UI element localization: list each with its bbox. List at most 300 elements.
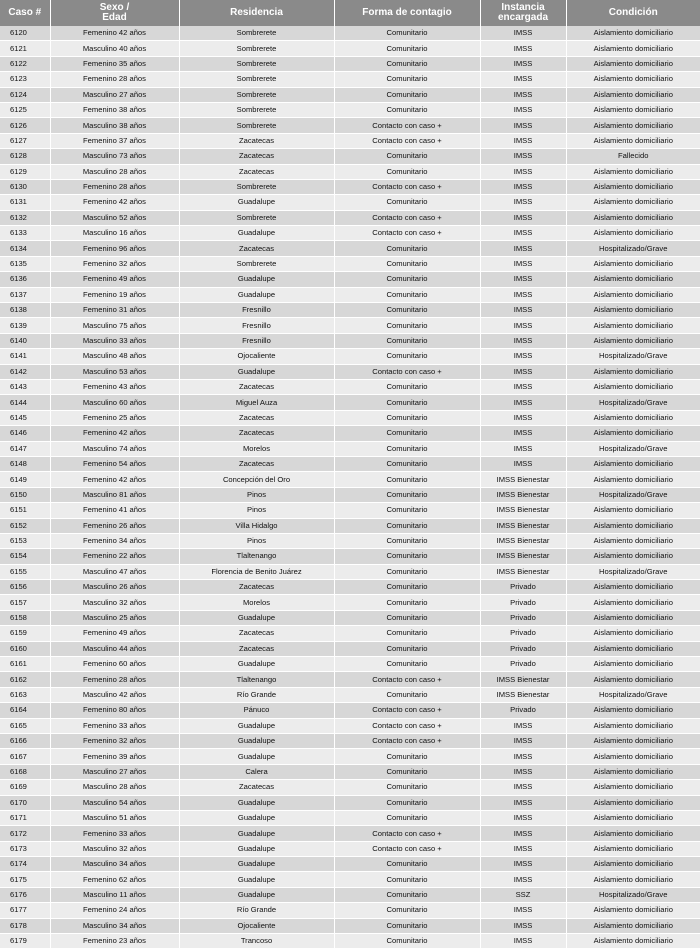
residence-cell: Fresnillo (179, 303, 334, 318)
sex-age-cell: Masculino 54 años (50, 795, 179, 810)
condition-cell: Aislamiento domiciliario (566, 72, 700, 87)
contagion-mode-cell: Contacto con caso + (334, 841, 480, 856)
institution-cell: SSZ (480, 887, 566, 902)
case-number-cell: 6129 (0, 164, 50, 179)
condition-cell: Aislamiento domiciliario (566, 410, 700, 425)
contagion-mode-cell: Comunitario (334, 456, 480, 471)
case-number-cell: 6153 (0, 533, 50, 548)
case-number-cell: 6172 (0, 826, 50, 841)
contagion-mode-cell: Comunitario (334, 149, 480, 164)
residence-cell: Sombrerete (179, 41, 334, 56)
residence-cell: Guadalupe (179, 749, 334, 764)
institution-cell: Privado (480, 580, 566, 595)
condition-cell: Aislamiento domiciliario (566, 841, 700, 856)
contagion-mode-cell: Comunitario (334, 549, 480, 564)
institution-cell: IMSS (480, 256, 566, 271)
condition-cell: Hospitalizado/Grave (566, 441, 700, 456)
table-row (0, 333, 700, 348)
residence-cell: Sombrerete (179, 256, 334, 271)
case-number-cell: 6159 (0, 626, 50, 641)
residence-cell: Sombrerete (179, 102, 334, 117)
contagion-mode-cell: Comunitario (334, 410, 480, 425)
condition-cell: Aislamiento domiciliario (566, 595, 700, 610)
residence-cell: Zacatecas (179, 626, 334, 641)
case-number-cell: 6155 (0, 564, 50, 579)
sex-age-cell: Femenino 41 años (50, 503, 179, 518)
institution-cell: IMSS Bienestar (480, 672, 566, 687)
institution-cell: IMSS (480, 303, 566, 318)
case-number-cell: 6168 (0, 764, 50, 779)
case-number-cell: 6142 (0, 364, 50, 379)
table-row (0, 133, 700, 148)
residence-cell: Guadalupe (179, 657, 334, 672)
case-number-cell: 6176 (0, 887, 50, 902)
contagion-mode-cell: Comunitario (334, 641, 480, 656)
institution-cell: IMSS (480, 426, 566, 441)
case-number-cell: 6178 (0, 918, 50, 933)
residence-cell: Ojocaliente (179, 918, 334, 933)
contagion-mode-cell: Contacto con caso + (334, 826, 480, 841)
contagion-mode-cell: Comunitario (334, 102, 480, 117)
table-row (0, 87, 700, 102)
condition-cell: Aislamiento domiciliario (566, 333, 700, 348)
table-row (0, 610, 700, 625)
table-row (0, 210, 700, 225)
residence-cell: Miguel Auza (179, 395, 334, 410)
case-number-cell: 6169 (0, 780, 50, 795)
table-row (0, 518, 700, 533)
condition-cell: Aislamiento domiciliario (566, 472, 700, 487)
case-number-cell: 6127 (0, 133, 50, 148)
condition-cell: Fallecido (566, 149, 700, 164)
condition-cell: Hospitalizado/Grave (566, 349, 700, 364)
sex-age-cell: Masculino 81 años (50, 487, 179, 502)
sex-age-cell: Femenino 43 años (50, 379, 179, 394)
table-row (0, 26, 700, 41)
residence-cell: Zacatecas (179, 241, 334, 256)
case-number-cell: 6154 (0, 549, 50, 564)
sex-age-cell: Femenino 42 años (50, 195, 179, 210)
table-row (0, 379, 700, 394)
sex-age-cell: Masculino 27 años (50, 764, 179, 779)
residence-cell: Guadalupe (179, 887, 334, 902)
condition-cell: Aislamiento domiciliario (566, 533, 700, 548)
sex-age-cell: Masculino 52 años (50, 210, 179, 225)
sex-age-cell: Masculino 60 años (50, 395, 179, 410)
sex-age-cell: Femenino 23 años (50, 934, 179, 949)
residence-cell: Sombrerete (179, 87, 334, 102)
contagion-mode-cell: Comunitario (334, 580, 480, 595)
residence-cell: Guadalupe (179, 272, 334, 287)
residence-cell: Guadalupe (179, 610, 334, 625)
institution-cell: IMSS (480, 226, 566, 241)
contagion-mode-cell: Comunitario (334, 256, 480, 271)
residence-cell: Pinos (179, 533, 334, 548)
condition-cell: Aislamiento domiciliario (566, 272, 700, 287)
condition-cell: Aislamiento domiciliario (566, 210, 700, 225)
residence-cell: Sombrerete (179, 210, 334, 225)
condition-cell: Aislamiento domiciliario (566, 303, 700, 318)
institution-cell: IMSS Bienestar (480, 687, 566, 702)
condition-cell: Aislamiento domiciliario (566, 256, 700, 271)
contagion-mode-cell: Comunitario (334, 333, 480, 348)
contagion-mode-cell: Comunitario (334, 272, 480, 287)
condition-cell: Aislamiento domiciliario (566, 903, 700, 918)
institution-cell: IMSS (480, 241, 566, 256)
condition-cell: Aislamiento domiciliario (566, 26, 700, 41)
sex-age-cell: Masculino 74 años (50, 441, 179, 456)
condition-cell: Aislamiento domiciliario (566, 118, 700, 133)
case-number-cell: 6120 (0, 26, 50, 41)
case-number-cell: 6131 (0, 195, 50, 210)
table-row (0, 256, 700, 271)
condition-cell: Hospitalizado/Grave (566, 687, 700, 702)
residence-cell: Fresnillo (179, 333, 334, 348)
contagion-mode-cell: Comunitario (334, 41, 480, 56)
case-number-cell: 6175 (0, 872, 50, 887)
table-header-row (0, 0, 700, 26)
sex-age-cell: Femenino 33 años (50, 718, 179, 733)
institution-cell: IMSS (480, 41, 566, 56)
contagion-mode-cell: Comunitario (334, 72, 480, 87)
condition-cell: Aislamiento domiciliario (566, 580, 700, 595)
institution-cell: IMSS (480, 857, 566, 872)
residence-cell: Guadalupe (179, 810, 334, 825)
contagion-mode-cell: Comunitario (334, 903, 480, 918)
residence-cell: Guadalupe (179, 287, 334, 302)
table-row (0, 749, 700, 764)
condition-cell: Aislamiento domiciliario (566, 56, 700, 71)
institution-cell: IMSS (480, 149, 566, 164)
residence-cell: Zacatecas (179, 456, 334, 471)
case-number-cell: 6138 (0, 303, 50, 318)
table-row (0, 303, 700, 318)
table-body (0, 26, 700, 949)
table-row (0, 318, 700, 333)
contagion-mode-cell: Comunitario (334, 426, 480, 441)
case-number-cell: 6146 (0, 426, 50, 441)
table-row (0, 41, 700, 56)
residence-cell: Guadalupe (179, 857, 334, 872)
case-number-cell: 6125 (0, 102, 50, 117)
contagion-mode-cell: Comunitario (334, 318, 480, 333)
sex-age-cell: Femenino 54 años (50, 456, 179, 471)
contagion-mode-cell: Comunitario (334, 87, 480, 102)
sex-age-cell: Masculino 26 años (50, 580, 179, 595)
institution-cell: IMSS (480, 903, 566, 918)
case-number-cell: 6145 (0, 410, 50, 425)
table-row (0, 657, 700, 672)
residence-cell: Zacatecas (179, 580, 334, 595)
condition-cell: Aislamiento domiciliario (566, 918, 700, 933)
institution-cell: IMSS Bienestar (480, 549, 566, 564)
residence-cell: Río Grande (179, 687, 334, 702)
condition-cell: Aislamiento domiciliario (566, 426, 700, 441)
sex-age-cell: Masculino 40 años (50, 41, 179, 56)
residence-cell: Tlaltenango (179, 672, 334, 687)
table-row (0, 564, 700, 579)
contagion-mode-cell: Comunitario (334, 195, 480, 210)
case-number-cell: 6179 (0, 934, 50, 949)
residence-cell: Río Grande (179, 903, 334, 918)
case-number-cell: 6143 (0, 379, 50, 394)
case-number-cell: 6121 (0, 41, 50, 56)
institution-cell: IMSS (480, 764, 566, 779)
institution-cell: IMSS (480, 133, 566, 148)
sex-age-cell: Masculino 28 años (50, 164, 179, 179)
condition-cell: Aislamiento domiciliario (566, 379, 700, 394)
residence-cell: Sombrerete (179, 56, 334, 71)
condition-cell: Aislamiento domiciliario (566, 102, 700, 117)
sex-age-cell: Femenino 62 años (50, 872, 179, 887)
residence-cell: Florencia de Benito Juárez (179, 564, 334, 579)
header-contagion-mode: Forma de contagio (334, 0, 480, 26)
institution-cell: IMSS Bienestar (480, 564, 566, 579)
institution-cell: Privado (480, 595, 566, 610)
contagion-mode-cell: Contacto con caso + (334, 210, 480, 225)
table-row (0, 549, 700, 564)
sex-age-cell: Femenino 28 años (50, 179, 179, 194)
sex-age-cell: Masculino 51 años (50, 810, 179, 825)
sex-age-cell: Masculino 27 años (50, 87, 179, 102)
table-row (0, 580, 700, 595)
sex-age-cell: Femenino 28 años (50, 672, 179, 687)
table-row (0, 395, 700, 410)
condition-cell: Aislamiento domiciliario (566, 703, 700, 718)
table-row (0, 872, 700, 887)
institution-cell: IMSS (480, 179, 566, 194)
condition-cell: Aislamiento domiciliario (566, 780, 700, 795)
table-row (0, 56, 700, 71)
case-number-cell: 6141 (0, 349, 50, 364)
condition-cell: Hospitalizado/Grave (566, 487, 700, 502)
condition-cell: Aislamiento domiciliario (566, 672, 700, 687)
sex-age-cell: Femenino 80 años (50, 703, 179, 718)
institution-cell: Privado (480, 610, 566, 625)
header-case-number: Caso # (0, 0, 50, 26)
sex-age-cell: Masculino 44 años (50, 641, 179, 656)
institution-cell: IMSS (480, 349, 566, 364)
table-row (0, 441, 700, 456)
residence-cell: Guadalupe (179, 872, 334, 887)
sex-age-cell: Femenino 49 años (50, 272, 179, 287)
case-number-cell: 6132 (0, 210, 50, 225)
contagion-mode-cell: Comunitario (334, 26, 480, 41)
table-row (0, 226, 700, 241)
sex-age-cell: Femenino 31 años (50, 303, 179, 318)
table-row (0, 795, 700, 810)
case-number-cell: 6164 (0, 703, 50, 718)
contagion-mode-cell: Comunitario (334, 887, 480, 902)
residence-cell: Concepción del Oro (179, 472, 334, 487)
table-row (0, 72, 700, 87)
case-number-cell: 6165 (0, 718, 50, 733)
table-row (0, 887, 700, 902)
residence-cell: Guadalupe (179, 364, 334, 379)
header-sex-age: Sexo / Edad (50, 0, 179, 26)
residence-cell: Guadalupe (179, 718, 334, 733)
contagion-mode-cell: Comunitario (334, 441, 480, 456)
condition-cell: Aislamiento domiciliario (566, 749, 700, 764)
contagion-mode-cell: Comunitario (334, 395, 480, 410)
institution-cell: IMSS (480, 456, 566, 471)
case-number-cell: 6170 (0, 795, 50, 810)
contagion-mode-cell: Comunitario (334, 303, 480, 318)
contagion-mode-cell: Comunitario (334, 687, 480, 702)
table-row (0, 626, 700, 641)
contagion-mode-cell: Contacto con caso + (334, 226, 480, 241)
condition-cell: Aislamiento domiciliario (566, 518, 700, 533)
condition-cell: Aislamiento domiciliario (566, 610, 700, 625)
sex-age-cell: Femenino 32 años (50, 256, 179, 271)
contagion-mode-cell: Comunitario (334, 533, 480, 548)
sex-age-cell: Femenino 35 años (50, 56, 179, 71)
residence-cell: Fresnillo (179, 318, 334, 333)
case-number-cell: 6140 (0, 333, 50, 348)
residence-cell: Sombrerete (179, 26, 334, 41)
contagion-mode-cell: Comunitario (334, 780, 480, 795)
sex-age-cell: Femenino 60 años (50, 657, 179, 672)
institution-cell: IMSS Bienestar (480, 533, 566, 548)
sex-age-cell: Masculino 16 años (50, 226, 179, 241)
case-number-cell: 6160 (0, 641, 50, 656)
institution-cell: IMSS (480, 72, 566, 87)
contagion-mode-cell: Contacto con caso + (334, 364, 480, 379)
table-row (0, 118, 700, 133)
case-number-cell: 6123 (0, 72, 50, 87)
table-row (0, 472, 700, 487)
institution-cell: IMSS (480, 934, 566, 949)
residence-cell: Guadalupe (179, 795, 334, 810)
table-row (0, 672, 700, 687)
institution-cell: IMSS (480, 918, 566, 933)
residence-cell: Morelos (179, 595, 334, 610)
institution-cell: IMSS (480, 841, 566, 856)
table-row (0, 533, 700, 548)
table-row (0, 718, 700, 733)
case-number-cell: 6126 (0, 118, 50, 133)
sex-age-cell: Femenino 33 años (50, 826, 179, 841)
contagion-mode-cell: Comunitario (334, 857, 480, 872)
sex-age-cell: Masculino 73 años (50, 149, 179, 164)
institution-cell: Privado (480, 626, 566, 641)
condition-cell: Aislamiento domiciliario (566, 226, 700, 241)
case-number-cell: 6152 (0, 518, 50, 533)
sex-age-cell: Femenino 37 años (50, 133, 179, 148)
condition-cell: Aislamiento domiciliario (566, 641, 700, 656)
residence-cell: Guadalupe (179, 733, 334, 748)
table-row (0, 487, 700, 502)
residence-cell: Guadalupe (179, 195, 334, 210)
sex-age-cell: Masculino 48 años (50, 349, 179, 364)
contagion-mode-cell: Comunitario (334, 349, 480, 364)
condition-cell: Aislamiento domiciliario (566, 364, 700, 379)
table-row (0, 164, 700, 179)
case-number-cell: 6124 (0, 87, 50, 102)
residence-cell: Zacatecas (179, 133, 334, 148)
table-row (0, 426, 700, 441)
institution-cell: IMSS Bienestar (480, 487, 566, 502)
condition-cell: Aislamiento domiciliario (566, 795, 700, 810)
contagion-mode-cell: Comunitario (334, 934, 480, 949)
residence-cell: Calera (179, 764, 334, 779)
residence-cell: Tlaltenango (179, 549, 334, 564)
institution-cell: Privado (480, 657, 566, 672)
contagion-mode-cell: Comunitario (334, 472, 480, 487)
condition-cell: Aislamiento domiciliario (566, 179, 700, 194)
sex-age-cell: Masculino 75 años (50, 318, 179, 333)
table-row (0, 503, 700, 518)
table-row (0, 287, 700, 302)
sex-age-cell: Masculino 34 años (50, 918, 179, 933)
table-row (0, 641, 700, 656)
residence-cell: Zacatecas (179, 641, 334, 656)
institution-cell: IMSS (480, 56, 566, 71)
contagion-mode-cell: Comunitario (334, 164, 480, 179)
residence-cell: Zacatecas (179, 410, 334, 425)
condition-cell: Hospitalizado/Grave (566, 395, 700, 410)
sex-age-cell: Femenino 39 años (50, 749, 179, 764)
condition-cell: Aislamiento domiciliario (566, 626, 700, 641)
case-number-cell: 6158 (0, 610, 50, 625)
sex-age-cell: Masculino 42 años (50, 687, 179, 702)
sex-age-cell: Femenino 19 años (50, 287, 179, 302)
condition-cell: Aislamiento domiciliario (566, 41, 700, 56)
contagion-mode-cell: Contacto con caso + (334, 733, 480, 748)
institution-cell: IMSS (480, 164, 566, 179)
table-row (0, 857, 700, 872)
header-condition: Condición (566, 0, 700, 26)
condition-cell: Aislamiento domiciliario (566, 857, 700, 872)
residence-cell: Sombrerete (179, 118, 334, 133)
table-row (0, 687, 700, 702)
table-row (0, 102, 700, 117)
contagion-mode-cell: Comunitario (334, 610, 480, 625)
case-number-cell: 6139 (0, 318, 50, 333)
residence-cell: Villa Hidalgo (179, 518, 334, 533)
institution-cell: IMSS (480, 718, 566, 733)
institution-cell: IMSS (480, 26, 566, 41)
case-number-cell: 6134 (0, 241, 50, 256)
sex-age-cell: Femenino 49 años (50, 626, 179, 641)
table-row (0, 733, 700, 748)
residence-cell: Zacatecas (179, 426, 334, 441)
contagion-mode-cell: Comunitario (334, 56, 480, 71)
condition-cell: Aislamiento domiciliario (566, 826, 700, 841)
residence-cell: Sombrerete (179, 72, 334, 87)
contagion-mode-cell: Contacto con caso + (334, 703, 480, 718)
sex-age-cell: Masculino 25 años (50, 610, 179, 625)
case-number-cell: 6157 (0, 595, 50, 610)
case-number-cell: 6144 (0, 395, 50, 410)
case-number-cell: 6133 (0, 226, 50, 241)
case-number-cell: 6149 (0, 472, 50, 487)
institution-cell: IMSS (480, 210, 566, 225)
institution-cell: IMSS (480, 733, 566, 748)
case-number-cell: 6137 (0, 287, 50, 302)
condition-cell: Hospitalizado/Grave (566, 564, 700, 579)
case-number-cell: 6150 (0, 487, 50, 502)
institution-cell: IMSS Bienestar (480, 472, 566, 487)
contagion-mode-cell: Contacto con caso + (334, 672, 480, 687)
institution-cell: IMSS (480, 410, 566, 425)
sex-age-cell: Femenino 26 años (50, 518, 179, 533)
case-number-cell: 6147 (0, 441, 50, 456)
institution-cell: IMSS (480, 318, 566, 333)
table-row (0, 918, 700, 933)
institution-cell: Privado (480, 703, 566, 718)
institution-cell: IMSS (480, 795, 566, 810)
